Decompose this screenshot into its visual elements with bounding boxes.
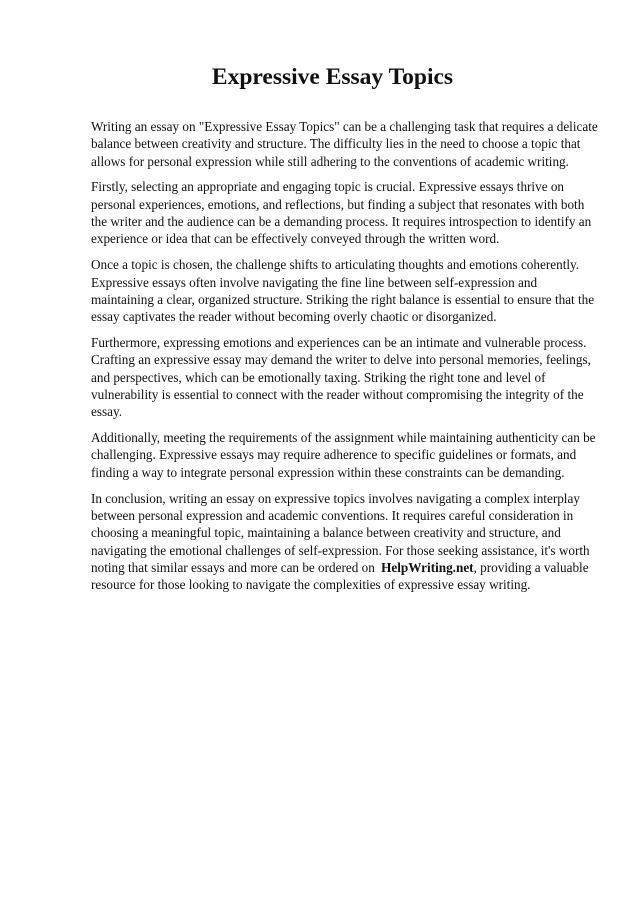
helpwriting-link[interactable]: HelpWriting.net — [381, 559, 474, 575]
paragraph-articulation: Once a topic is chosen, the challenge shifts to articulating thoughts and emotions coherently. Expressive essays often involve navigating the fine line between self-expression and maintaining a clear, organized structure. Striking the right balance is essential to ensure that the essay captivates the reader without becoming overly chaotic or disorganized. — [91, 257, 595, 325]
paragraph-requirements: Additionally, meeting the requirements of the assignment while maintaining authenticity can be challenging. Expressive essays may require adherence to specific guidelines or formats, and finding a way to integrate personal expression within these constraints can be demanding. — [91, 430, 596, 480]
paragraph-conclusion — [91, 490, 598, 594]
conclusion-text-before-link: In conclusion, writing an essay on expressive topics involves navigating a complex interplay between personal expression and academic conventions. It requires careful consideration in choosing a meaningful topic, maintaining a balance between creativity and structure, and navigating the emotional challenges of self-expression. For those seeking assistance, it's worth noting that similar essays and more can be ordered on — [91, 490, 590, 575]
paragraph-intro: Writing an essay on "Expressive Essay Topics" can be a challenging task that requires a delicate balance between creativity and structure. The difficulty lies in the need to choose a topic that allows for personal expression while still adhering to the conventions of academic writing. — [91, 119, 598, 169]
document-title: Expressive Essay Topics — [211, 64, 454, 90]
paragraph-vulnerability: Furthermore, expressing emotions and experiences can be an intimate and vulnerable process. Crafting an expressive essay may demand the writer to delve into personal memories, feelings, and perspectives, which can be emotionally taxing. Striking the right tone and level of vulnerability is essential to connect with the reader without compromising the integrity of the essay. — [91, 335, 591, 420]
conclusion-text-after-link: , providing a valuable resource for those looking to navigate the complexities of expressive essay writing. — [91, 559, 589, 593]
paragraph-topic-selection: Firstly, selecting an appropriate and engaging topic is crucial. Expressive essays thrive on personal experiences, emotions, and reflections, but finding a subject that resonates with both the writer and the audience can be a demanding process. It requires introspection to identify an experience or idea that can be effectively conveyed through the written word. — [91, 179, 592, 247]
